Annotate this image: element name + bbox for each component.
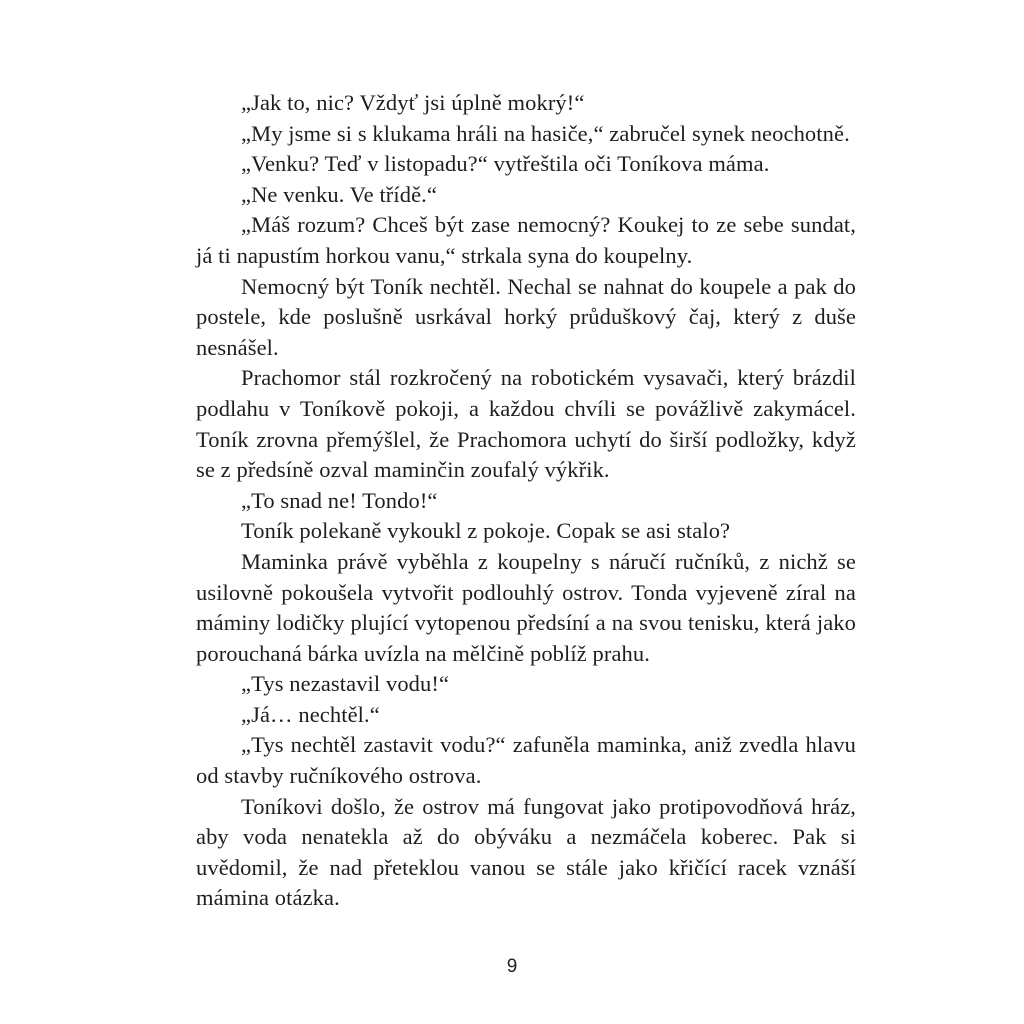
paragraph: Prachomor stál rozkročený na robotickém vysavači, který brázdil podlahu v Toníkově pokoji, a každou chvíli se povážlivě zakymácel. Toník zrovna přemýšlel, že Prachomora uchytí do širší podložky, když se z předsíně ozval maminčin zoufalý výkřik. xyxy=(196,365,856,483)
paragraph: „Tys nechtěl zastavit vodu?“ zafuněla maminka, aniž zvedla hlavu od stavby ručníkového ostrova. xyxy=(196,732,856,789)
paragraph: „Máš rozum? Chceš být zase nemocný? Koukej to ze sebe sundat, já ti napustím horkou vanu,“ strkala syna do koupelny. xyxy=(196,212,856,268)
page-number: 9 xyxy=(506,956,518,977)
paragraph: „Já… nechtěl.“ xyxy=(241,701,380,727)
paragraph: „Jak to, nic? Vždyť jsi úplně mokrý!“ xyxy=(241,90,585,115)
paragraph: „Venku? Teď v listopadu?“ vytřeštila oči Toníkova máma. xyxy=(241,151,770,177)
paragraph: Nemocný být Toník nechtěl. Nechal se nahnat do koupele a pak do postele, kde poslušně usrkával horký průduškový čaj, který z duše nesnášel. xyxy=(196,273,856,360)
paragraph: Toníkovi došlo, že ostrov má fungovat jako protipovodňová hráz, aby voda nenatekla až do obýváku a nezmáčela koberec. Pak si uvědomil, že nad přeteklou vanou se stále jako křičící racek vznáší mámina otázka. xyxy=(196,793,856,911)
body-text xyxy=(196,88,856,914)
paragraph: Maminka právě vyběhla z koupelny s náručí ručníků, z nichž se usilovně pokoušela vytvořit podlouhlý ostrov. Tonda vyjeveně zíral na máminy lodičky plující vytopenou předsíní a na svou tenisku, která jako porouchaná bárka uvízla na mělčině poblíž prahu. xyxy=(196,548,856,666)
paragraph: Toník polekaně vykoukl z pokoje. Copak se asi stalo? xyxy=(241,518,731,544)
paragraph: „Ne venku. Ve třídě.“ xyxy=(241,181,437,207)
paragraph: „Tys nezastavil vodu!“ xyxy=(241,671,450,697)
paragraph: „To snad ne! Tondo!“ xyxy=(241,487,438,513)
paragraph: „My jsme si s klukama hráli na hasiče,“ zabručel synek neochotně. xyxy=(241,120,850,146)
